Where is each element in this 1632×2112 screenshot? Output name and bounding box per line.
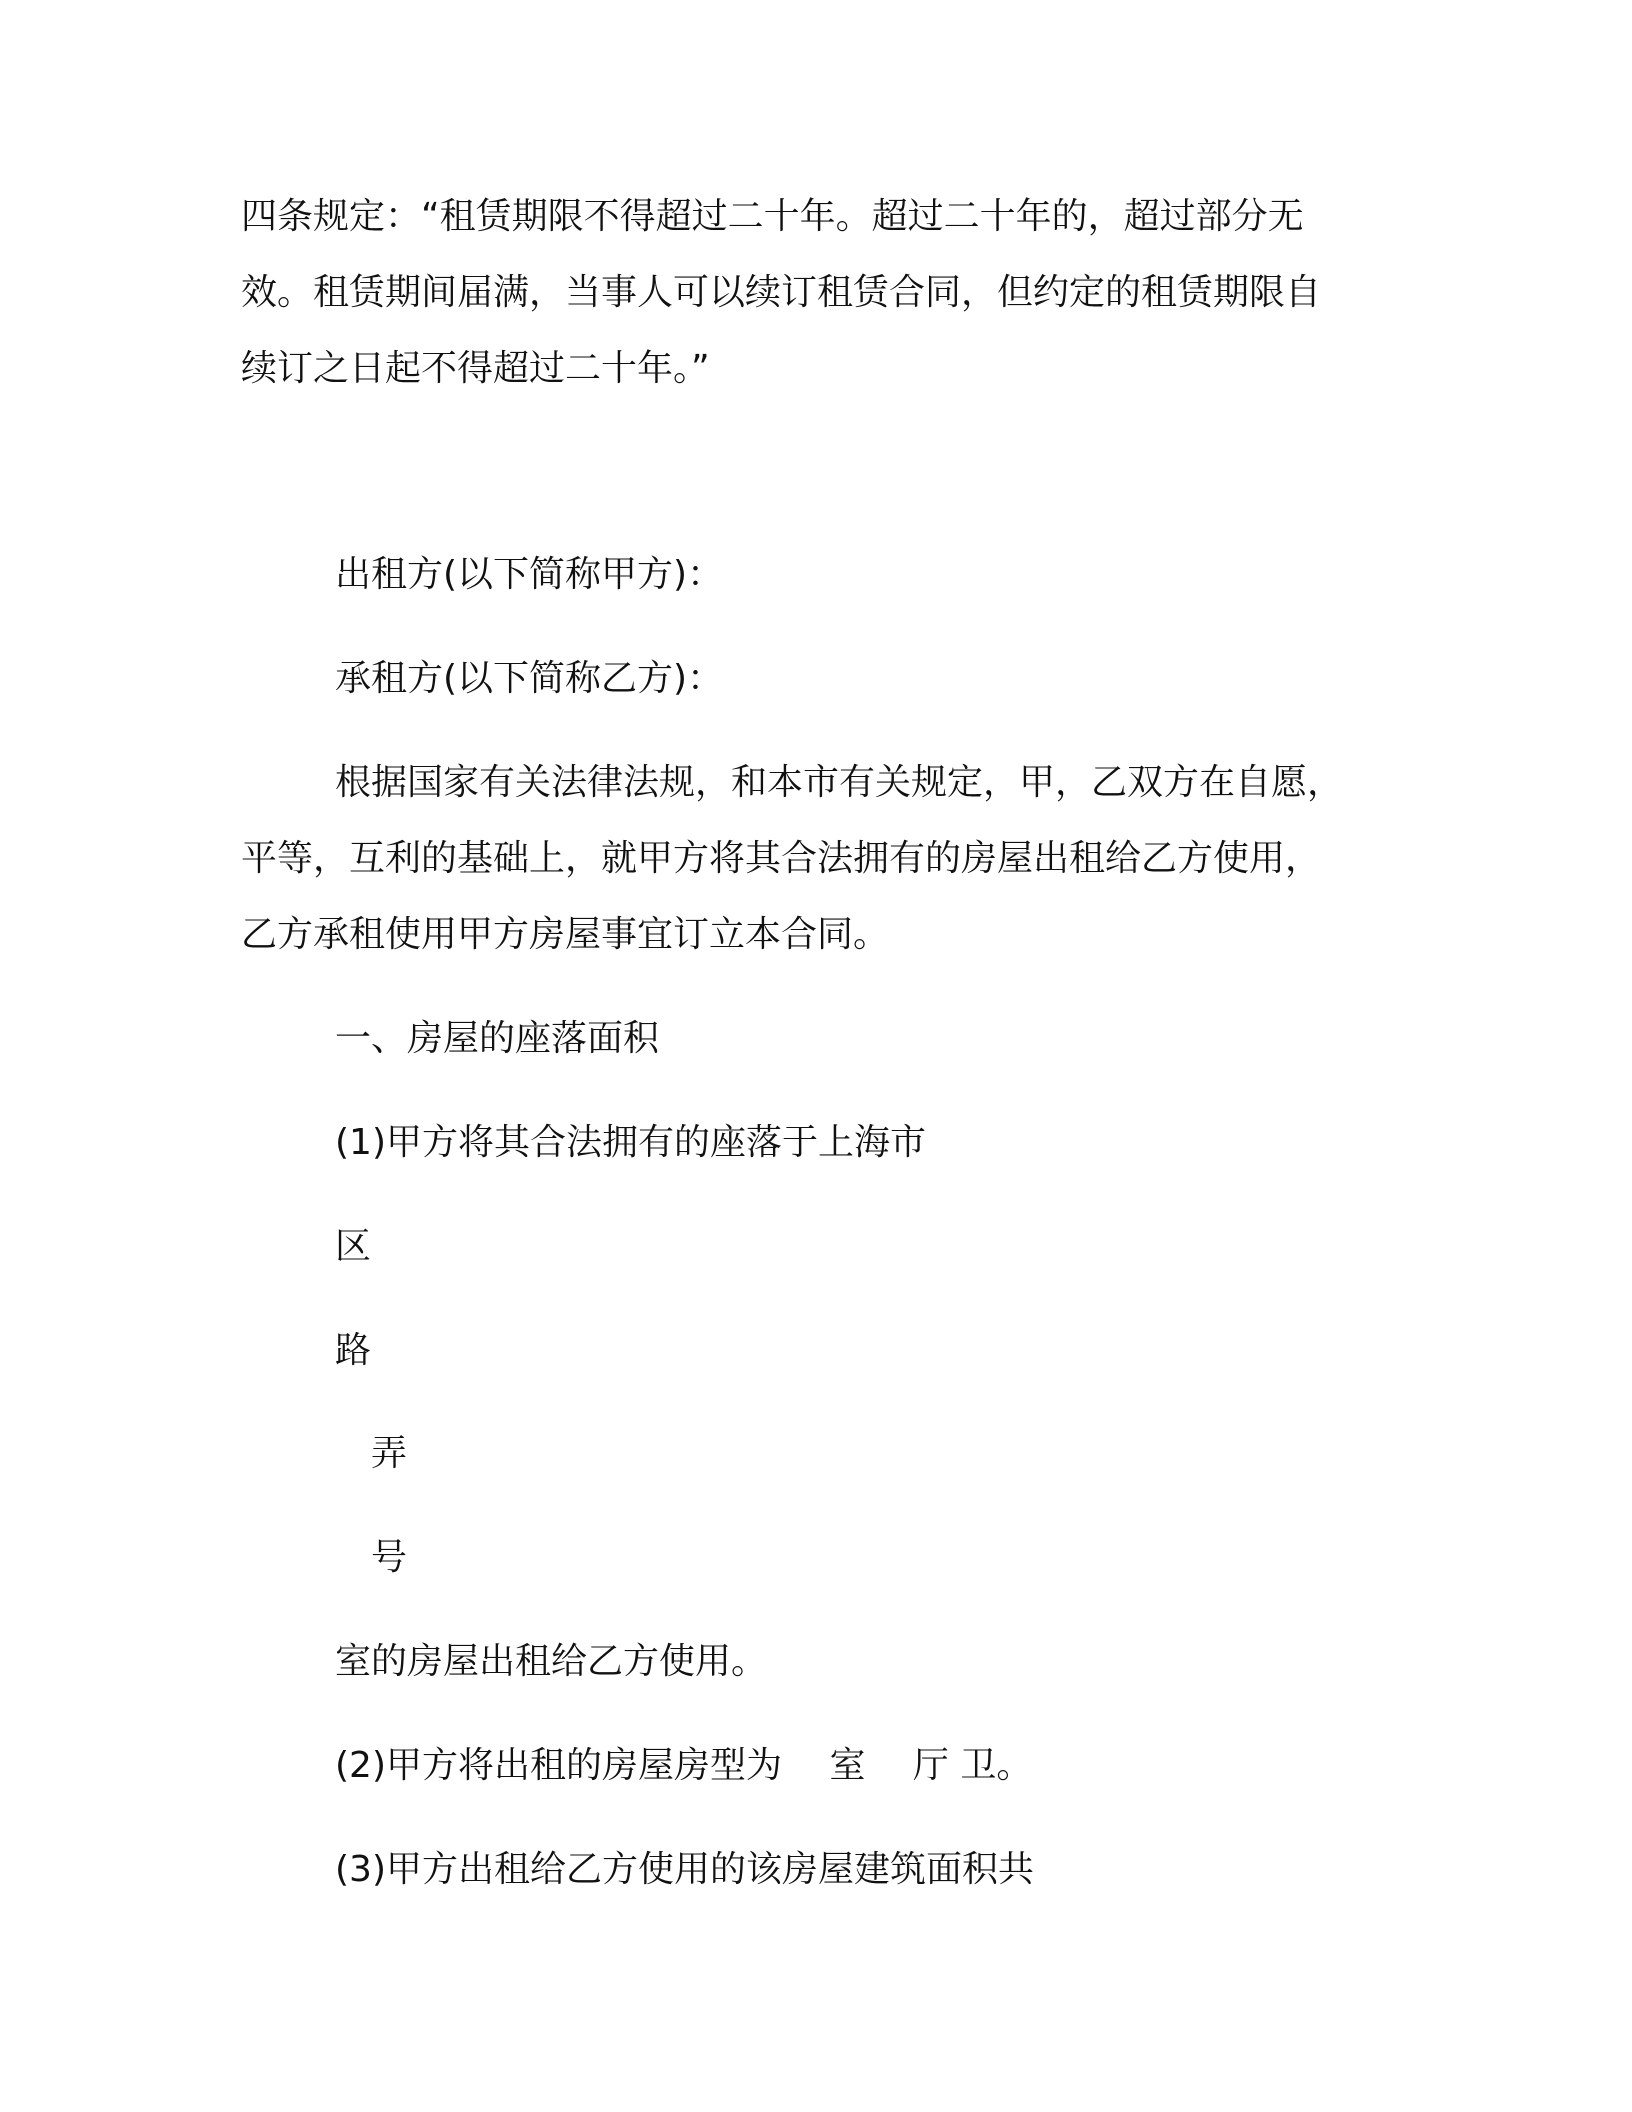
lessee-label: 承租方(以下简称乙方)：	[335, 658, 724, 699]
lessor-label: 出租方(以下简称甲方)：	[335, 554, 724, 595]
clause-3: (3)甲方出租给乙方使用的该房屋建筑面积共	[335, 1849, 1034, 1890]
number-label: 号	[371, 1537, 408, 1578]
intro-line-2: 效。租赁期间届满，当事人可以续订租赁合同，但约定的租赁期限自	[241, 272, 1322, 313]
preamble-line-2: 平等，互利的基础上，就甲方将其合法拥有的房屋出租给乙方使用，	[241, 838, 1322, 879]
intro-line-1: 四条规定：“租赁期限不得超过二十年。超过二十年的，超过部分无	[241, 196, 1304, 237]
intro-line-3: 续订之日起不得超过二十年。”	[241, 348, 710, 389]
room-line: 室的房屋出租给乙方使用。	[335, 1641, 768, 1682]
clause-2: (2)甲方将出租的房屋房型为 室 厅 卫。	[335, 1745, 1033, 1786]
preamble-line-3: 乙方承租使用甲方房屋事宜订立本合同。	[241, 914, 890, 955]
section-heading: 一、房屋的座落面积	[335, 1018, 660, 1059]
lane-label: 弄	[371, 1433, 408, 1474]
preamble-line-1: 根据国家有关法律法规，和本市有关规定，甲，乙双方在自愿，	[335, 762, 1344, 803]
road-label: 路	[335, 1330, 372, 1371]
district-label: 区	[335, 1226, 372, 1267]
clause-1: (1)甲方将其合法拥有的座落于上海市	[335, 1122, 926, 1163]
